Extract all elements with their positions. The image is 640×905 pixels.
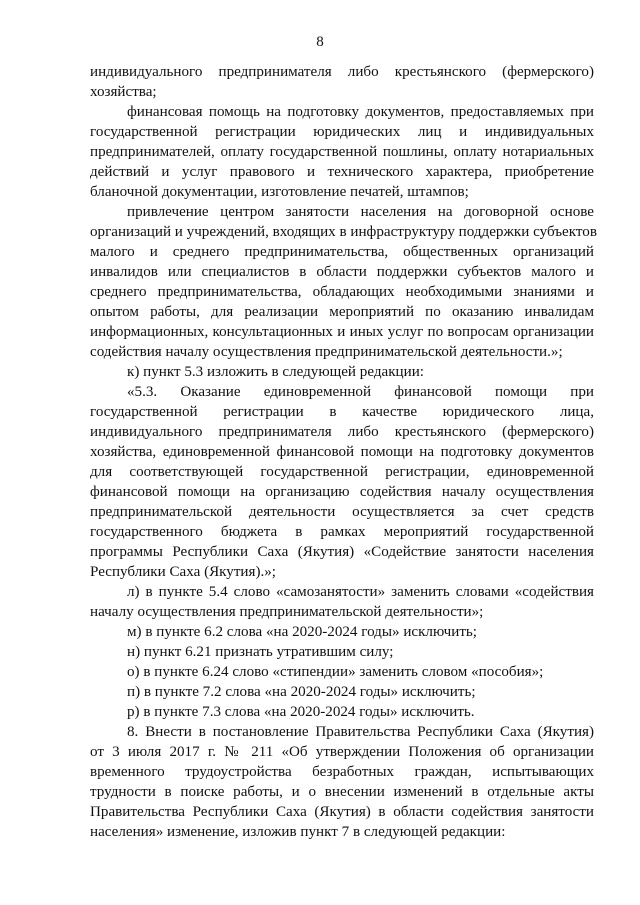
text-line: п) в пункте 7.2 слова «на 2020-2024 годы» исключить; xyxy=(127,684,476,700)
text-line: хозяйства; xyxy=(90,84,157,100)
text-line: Республики Саха (Якутия).»; xyxy=(90,564,276,580)
text-line: финансовой помощи на организацию содействия началу осуществления xyxy=(90,484,594,500)
text-line: м) в пункте 6.2 слова «на 2020-2024 годы» исключить; xyxy=(127,624,478,640)
text-line: населения» изменение, изложив пункт 7 в следующей редакции: xyxy=(90,824,506,840)
text-line: для соответствующей государственной регистрации, единовременной xyxy=(90,464,594,480)
text-line: началу осуществления предпринимательской деятельности»; xyxy=(90,604,484,620)
text-line: информационных, консультационных и иных услуг по вопросам организации xyxy=(90,324,594,340)
text-line: 8. Внести в постановление Правительства Республики Саха (Якутия) xyxy=(127,724,594,740)
text-line: бланочной документации, изготовление печатей, штампов; xyxy=(90,184,469,200)
text-line: предпринимателей, оплату государственной пошлины, оплату нотариальных xyxy=(90,144,594,160)
text-line: индивидуального предпринимателя либо крестьянского (фермерского) xyxy=(90,424,594,440)
document-body xyxy=(90,62,597,842)
text-line: программы Республики Саха (Якутия) «Содействие занятости населения xyxy=(90,544,594,560)
text-line: инвалидов или специалистов в области поддержки субъектов малого и xyxy=(90,264,594,280)
text-line: «5.3. Оказание единовременной финансовой помощи при xyxy=(127,384,594,400)
text-line: среднего предпринимательства, обладающих необходимыми знаниями и xyxy=(90,284,594,300)
text-line: от 3 июля 2017 г. № 211 «Об утверждении Положения об организации xyxy=(90,744,594,760)
text-line: государственной регистрации юридических лиц и индивидуальных xyxy=(90,124,594,140)
text-line: хозяйства, единовременной финансовой помощи на подготовку документов xyxy=(90,444,594,460)
text-line: финансовая помощь на подготовку документов, предоставляемых при xyxy=(127,104,594,120)
text-line: организаций и учреждений, входящих в инфраструктуру поддержки субъектов xyxy=(90,224,597,240)
text-line: трудности в поиске работы, и о внесении изменений в отдельные акты xyxy=(90,784,594,800)
page-number: 8 xyxy=(316,34,324,50)
text-line: предпринимательской деятельности осуществляется за счет средств xyxy=(90,504,594,520)
text-line: индивидуального предпринимателя либо крестьянского (фермерского) xyxy=(90,64,594,80)
text-line: действий и услуг правового и технического характера, приобретение xyxy=(90,164,594,180)
text-line: государственного бюджета в рамках мероприятий государственной xyxy=(90,524,594,540)
text-line: к) пункт 5.3 изложить в следующей редакции: xyxy=(127,364,424,380)
text-line: л) в пункте 5.4 слово «самозанятости» заменить словами «содействия xyxy=(127,584,594,600)
text-line: опытом работы, для реализации мероприятий по оказанию инвалидам xyxy=(90,304,594,320)
text-line: малого и среднего предпринимательства, общественных организаций xyxy=(90,244,594,260)
text-line: р) в пункте 7.3 слова «на 2020-2024 годы» исключить. xyxy=(127,704,475,720)
text-line: государственной регистрации в качестве юридического лица, xyxy=(90,404,594,420)
text-line: н) пункт 6.21 признать утратившим силу; xyxy=(127,644,394,660)
text-line: Правительства Республики Саха (Якутия) в области содействия занятости xyxy=(90,804,594,820)
text-line: временного трудоустройства безработных граждан, испытывающих xyxy=(90,764,594,780)
text-line: о) в пункте 6.24 слово «стипендии» заменить словом «пособия»; xyxy=(127,664,544,680)
text-line: привлечение центром занятости населения на договорной основе xyxy=(127,204,594,220)
text-line: содействия началу осуществления предпринимательской деятельности.»; xyxy=(90,344,563,360)
